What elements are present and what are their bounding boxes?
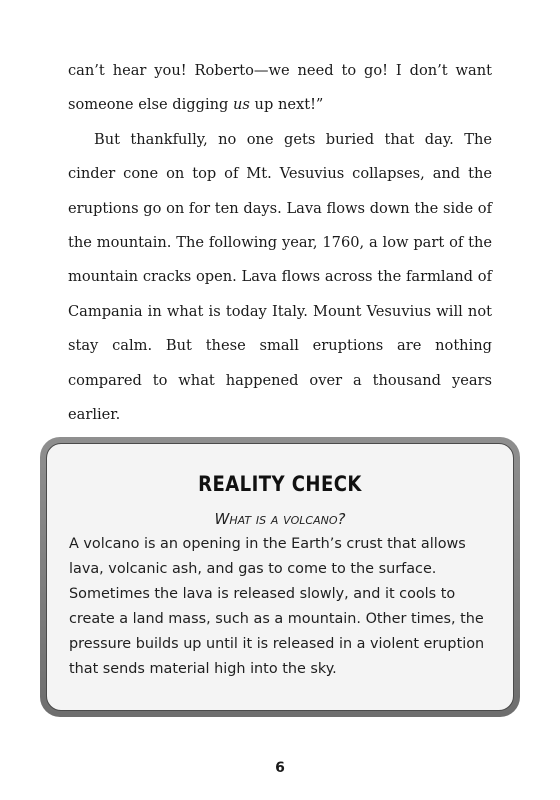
story-paragraph-1 (68, 54, 492, 123)
reality-check-body: A volcano is an opening in the Earth’s crust that allows lava, volcanic ash, and gas to come to the surface. Sometimes the lava is released slowly, and it cools to create a land mass, such as a mountain. Other times, the pressure builds up until it is released in a violent eruption that sends material high into the sky. (69, 536, 485, 677)
reality-check-subtitle: What is a volcano? (214, 510, 346, 528)
reality-check-panel (46, 443, 514, 711)
page-number: 6 (275, 760, 285, 776)
reality-check-box (40, 437, 520, 717)
story-text (68, 54, 492, 432)
paragraph-1-text-end: up next!” (249, 96, 324, 114)
paragraph-1-emphasis: us (233, 96, 250, 114)
story-paragraph-2: But thankfully, no one gets buried that day. The cinder cone on top of Mt. Vesuvius collapses, and the eruptions go on for ten days. Lava flows down the side of the mountain. The following year, 1760, a low part of the mountain cracks open. Lava flows across the farmland of Campania in what is today Italy. Mount Vesuvius will not stay calm. But these small eruptions are nothing compared to what happened over a thousand years earlier. (68, 130, 492, 424)
reality-check-title: REALITY CHECK (198, 472, 362, 496)
paragraph-1-text-start: can’t hear you! Roberto—we need to go! I don’t want someone else digging (68, 62, 492, 114)
